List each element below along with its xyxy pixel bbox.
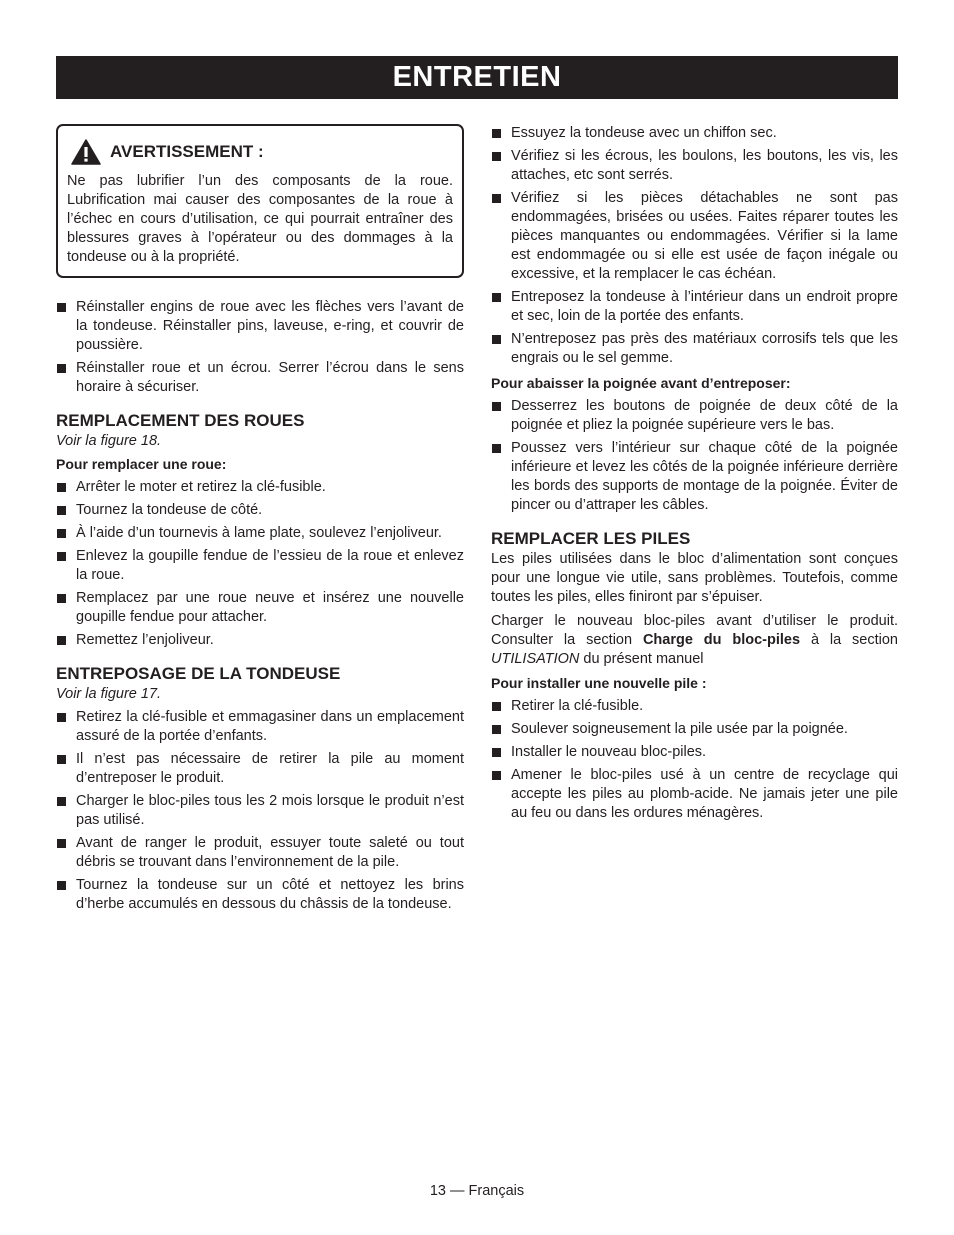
square-bullet-icon: [57, 594, 66, 603]
list-item: Retirez la clé-fusible et emmagasiner dans un emplacement assuré de la portée d’enfants.: [56, 708, 464, 746]
wheels-heading: REMPLACEMENT DES ROUES: [56, 411, 305, 430]
charge-section-ref: Charge du bloc-piles: [642, 632, 801, 648]
square-bullet-icon: [57, 881, 66, 890]
handle-list: [491, 397, 898, 515]
square-bullet-icon: [57, 797, 66, 806]
batteries-heading: REMPLACER LES PILES: [491, 529, 691, 548]
warning-text: Ne pas lubrifier l’un des composants de la roue. Lubrification mai causer des composantes de la roue à l’échec en cours d’utilisation, ce qui pourrait entraîner des blessures graves à l’opérateur ou des dommages à la tondeuse ou à la propriété.: [67, 173, 453, 265]
batteries-list: [491, 697, 898, 823]
square-bullet-icon: [492, 702, 501, 711]
square-bullet-icon: [57, 713, 66, 722]
page-title-banner: ENTRETIEN: [56, 56, 898, 99]
handle-subheading: Pour abaisser la poignée avant d’entreposer:: [491, 375, 791, 391]
list-item: Desserrez les boutons de poignée de deux côté de la poignée et pliez la poignée supérieure vers le bas.: [491, 397, 898, 435]
square-bullet-icon: [492, 152, 501, 161]
list-item: Il n’est pas nécessaire de retirer la pile au moment d’entreposer le produit.: [56, 750, 464, 788]
wheels-list: [56, 478, 464, 650]
square-bullet-icon: [492, 748, 501, 757]
square-bullet-icon: [57, 506, 66, 515]
list-item: Tournez la tondeuse sur un côté et nettoyez les brins d’herbe accumulés en dessous du châssis de la tondeuse.: [56, 876, 464, 914]
batteries-paragraph-1: Les piles utilisées dans le bloc d’alimentation sont conçues pour une longue vie utile, sans problèmes. Toutefois, comme toutes les piles, elles finiront par s’épuiser.: [491, 551, 898, 605]
list-item: Remettez l’enjoliveur.: [56, 631, 464, 650]
warning-triangle-icon: [71, 139, 101, 165]
page-footer: 13 — Français: [429, 1183, 525, 1199]
list-item: Charger le bloc-piles tous les 2 mois lorsque le produit n’est pas utilisé.: [56, 792, 464, 830]
square-bullet-icon: [492, 194, 501, 203]
left-column: [56, 124, 464, 918]
warning-header: [71, 139, 453, 165]
wheels-figure-ref: Voir la figure 18.: [56, 433, 162, 449]
square-bullet-icon: [57, 529, 66, 538]
batteries-paragraph-2: Charger le nouveau bloc-piles avant d’utiliser le produit. Consulter la section Charge du bloc-piles à la section UTILISATION du présent manuel: [491, 613, 898, 667]
list-item: À l’aide d’un tournevis à lame plate, soulevez l’enjoliveur.: [56, 524, 464, 543]
square-bullet-icon: [492, 444, 501, 453]
batteries-subheading: Pour installer une nouvelle pile :: [491, 675, 707, 691]
list-item: Essuyez la tondeuse avec un chiffon sec.: [491, 124, 898, 143]
list-item: Tournez la tondeuse de côté.: [56, 501, 464, 520]
square-bullet-icon: [492, 725, 501, 734]
square-bullet-icon: [492, 129, 501, 138]
square-bullet-icon: [492, 771, 501, 780]
list-item: Amener le bloc-piles usé à un centre de recyclage qui accepte les piles au plomb-acide. Ne jamais jeter une pile au feu ou dans les ordures ménagères.: [491, 766, 898, 823]
list-item: Retirer la clé-fusible.: [491, 697, 898, 716]
list-item: Vérifiez si les écrous, les boulons, les boutons, les vis, les attaches, etc sont serrés.: [491, 147, 898, 185]
square-bullet-icon: [57, 755, 66, 764]
storage-list: [56, 708, 464, 914]
storage-figure-ref: Voir la figure 17.: [56, 686, 162, 702]
list-item: Entreposez la tondeuse à l’intérieur dans un endroit propre et sec, loin de la portée des enfants.: [491, 288, 898, 326]
square-bullet-icon: [57, 839, 66, 848]
list-item: Enlevez la goupille fendue de l’essieu de la roue et enlevez la roue.: [56, 547, 464, 585]
list-item: Soulever soigneusement la pile usée par la poignée.: [491, 720, 898, 739]
square-bullet-icon: [492, 293, 501, 302]
wheel-reinstall-list: [56, 298, 464, 397]
square-bullet-icon: [57, 483, 66, 492]
list-item: Réinstaller engins de roue avec les flèches vers l’avant de la tondeuse. Réinstaller pins, laveuse, e-ring, et couvrir de poussière.: [56, 298, 464, 355]
list-item: N’entreposez pas près des matériaux corrosifs tels que les engrais ou le sel gemme.: [491, 330, 898, 368]
square-bullet-icon: [57, 303, 66, 312]
list-item: Réinstaller roue et un écrou. Serrer l’écrou dans le sens horaire à sécuriser.: [56, 359, 464, 397]
right-column: [491, 124, 898, 827]
storage-heading: ENTREPOSAGE DE LA TONDEUSE: [56, 664, 341, 683]
warning-title: AVERTISSEMENT :: [110, 142, 264, 161]
square-bullet-icon: [492, 402, 501, 411]
warning-box: [56, 124, 464, 278]
square-bullet-icon: [57, 636, 66, 645]
list-item: Avant de ranger le produit, essuyer toute saleté ou tout débris se trouvant dans l’environnement de la pile.: [56, 834, 464, 872]
list-item: Remplacez par une roue neuve et insérez une nouvelle goupille fendue pour attacher.: [56, 589, 464, 627]
utilisation-section-ref: UTILISATION: [491, 651, 580, 667]
list-item: Arrêter le moter et retirez la clé-fusible.: [56, 478, 464, 497]
list-item: Installer le nouveau bloc-piles.: [491, 743, 898, 762]
square-bullet-icon: [57, 364, 66, 373]
wheels-subheading: Pour remplacer une roue:: [56, 456, 227, 472]
list-item: Vérifiez si les pièces détachables ne sont pas endommagées, brisées ou usées. Faites réparer toutes les pièces manquantes ou endommagées. Vérifier si la lame est endommagée ou si elle est usée de façon inégale ou excessive, et la remplacer le cas échéan.: [491, 189, 898, 284]
square-bullet-icon: [492, 335, 501, 344]
list-item: Poussez vers l’intérieur sur chaque côté de la poignée inférieure et levez les côtés de la poignée inférieure derrière les bords des supports de montage de la poignée. Éviter de pincer ou d’attraper les câbles.: [491, 439, 898, 515]
square-bullet-icon: [57, 552, 66, 561]
storage-continued-list: [491, 124, 898, 368]
